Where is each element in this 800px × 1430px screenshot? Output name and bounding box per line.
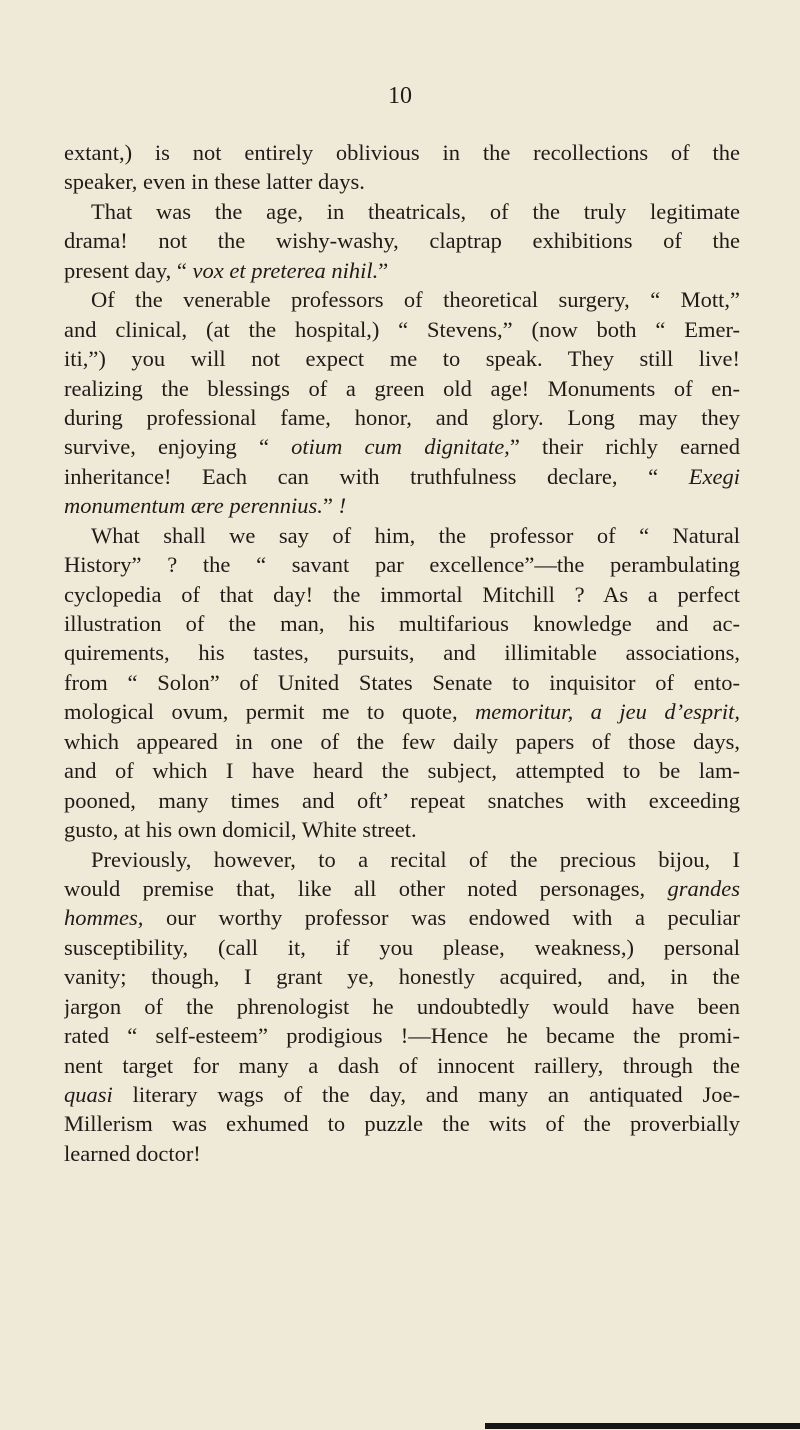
text-line bbox=[64, 903, 740, 932]
text-line bbox=[64, 403, 740, 432]
text-line bbox=[64, 344, 740, 373]
text-line bbox=[64, 1051, 740, 1080]
text-line bbox=[64, 1109, 740, 1138]
text-segment: ” bbox=[322, 493, 339, 519]
text-segment: survive, enjoying “ bbox=[64, 434, 292, 460]
text-segment: our worthy professor was endowed with a peculiar bbox=[143, 905, 740, 931]
text-segment: during professional fame, honor, and glory. Long may they bbox=[64, 404, 740, 430]
text-segment: Previously, however, to a recital of the precious bijou, I bbox=[91, 846, 740, 872]
text-line bbox=[64, 550, 740, 579]
text-segment: iti,”) you will not expect me to speak. They still live! bbox=[64, 346, 740, 372]
text-segment: drama! not the wishy-washy, claptrap exhibitions of the bbox=[64, 228, 740, 254]
text-line bbox=[64, 786, 740, 815]
text-line bbox=[64, 432, 740, 461]
text-line bbox=[64, 1080, 740, 1109]
text-segment: present day, “ bbox=[64, 257, 193, 283]
text-segment: extant,) is not entirely oblivious in the recollections of the bbox=[64, 140, 740, 165]
text-line bbox=[64, 845, 740, 874]
text-line bbox=[64, 962, 740, 991]
italic-text-segment: Exegi bbox=[688, 463, 740, 489]
text-segment: inheritance! Each can with truthfulness declare, “ bbox=[64, 463, 689, 489]
text-line bbox=[64, 315, 740, 344]
italic-text-segment: ! bbox=[338, 493, 347, 519]
text-segment: That was the age, in theatricals, of the truly legitimate bbox=[91, 198, 740, 224]
text-segment: susceptibility, (call it, if you please, weakness,) personal bbox=[64, 934, 740, 960]
text-segment: speaker, even in these latter days. bbox=[64, 169, 365, 195]
text-segment: nent target for many a dash of innocent raillery, through the bbox=[64, 1052, 740, 1078]
text-segment: cyclopedia of that day! the immortal Mitchill ? As a perfect bbox=[64, 581, 740, 607]
text-segment: mological ovum, permit me to quote, bbox=[64, 699, 476, 725]
body-text bbox=[64, 138, 740, 1168]
text-segment: jargon of the phrenologist he undoubtedly would have been bbox=[64, 993, 740, 1019]
italic-text-segment: grandes bbox=[667, 875, 740, 901]
text-line bbox=[64, 668, 740, 697]
text-segment: ” their richly earned bbox=[509, 434, 740, 460]
italic-text-segment: memoritur, a jeu d’esprit, bbox=[475, 699, 740, 725]
text-segment: pooned, many times and oft’ repeat snatches with exceeding bbox=[64, 787, 740, 813]
text-segment: from “ Solon” of United States Senate to inquisitor of ento- bbox=[64, 669, 740, 695]
text-line bbox=[64, 874, 740, 903]
italic-text-segment: monumentum ære perennius. bbox=[64, 493, 323, 519]
text-segment: gusto, at his own domicil, White street. bbox=[64, 817, 417, 843]
text-line bbox=[64, 462, 740, 491]
text-segment: quirements, his tastes, pursuits, and illimitable associations, bbox=[64, 640, 740, 666]
text-segment: and clinical, (at the hospital,) “ Stevens,” (now both “ Emer- bbox=[64, 316, 740, 342]
text-line bbox=[64, 609, 740, 638]
text-line bbox=[64, 933, 740, 962]
text-segment: vanity; though, I grant ye, honestly acquired, and, in the bbox=[64, 964, 740, 990]
text-segment: which appeared in one of the few daily papers of those days, bbox=[64, 728, 740, 754]
text-segment: and of which I have heard the subject, attempted to be lam- bbox=[64, 758, 740, 784]
text-line bbox=[64, 138, 740, 167]
text-line bbox=[64, 374, 740, 403]
text-line bbox=[64, 756, 740, 785]
page-number: 10 bbox=[388, 83, 412, 109]
text-segment: What shall we say of him, the professor of “ Natural bbox=[91, 522, 740, 548]
text-line bbox=[64, 697, 740, 726]
text-line bbox=[64, 226, 740, 255]
text-line bbox=[64, 521, 740, 550]
text-segment: illustration of the man, his multifarious knowledge and ac- bbox=[64, 611, 740, 636]
text-segment: History” ? the “ savant par excellence”—the perambulating bbox=[64, 552, 740, 578]
italic-text-segment: hommes, bbox=[64, 905, 144, 931]
text-line bbox=[64, 167, 740, 196]
italic-text-segment: quasi bbox=[64, 1082, 113, 1107]
text-line bbox=[64, 638, 740, 667]
text-line bbox=[64, 285, 740, 314]
italic-text-segment: otium cum dignitate, bbox=[291, 434, 510, 460]
text-line bbox=[64, 727, 740, 756]
text-segment: realizing the blessings of a green old age! Monuments of en- bbox=[64, 375, 740, 401]
text-line bbox=[64, 256, 740, 285]
text-segment: Of the venerable professors of theoretical surgery, “ Mott,” bbox=[91, 287, 740, 313]
bottom-edge-rule bbox=[485, 1423, 800, 1429]
text-line bbox=[64, 580, 740, 609]
text-line bbox=[64, 815, 740, 844]
text-segment: rated “ self-esteem” prodigious !—Hence he became the promi- bbox=[64, 1023, 740, 1049]
text-segment: learned doctor! bbox=[64, 1140, 201, 1166]
text-segment: ” bbox=[378, 257, 389, 283]
text-segment: Millerism was exhumed to puzzle the wits of the proverbially bbox=[64, 1111, 740, 1137]
text-line bbox=[64, 1139, 740, 1168]
text-segment: would premise that, like all other noted personages, bbox=[64, 875, 668, 901]
text-segment: literary wags of the day, and many an antiquated Joe- bbox=[112, 1082, 740, 1107]
text-line bbox=[64, 491, 740, 520]
text-line bbox=[64, 197, 740, 226]
text-line bbox=[64, 1021, 740, 1050]
italic-text-segment: vox et preterea nihil. bbox=[192, 257, 379, 283]
text-line bbox=[64, 992, 740, 1021]
